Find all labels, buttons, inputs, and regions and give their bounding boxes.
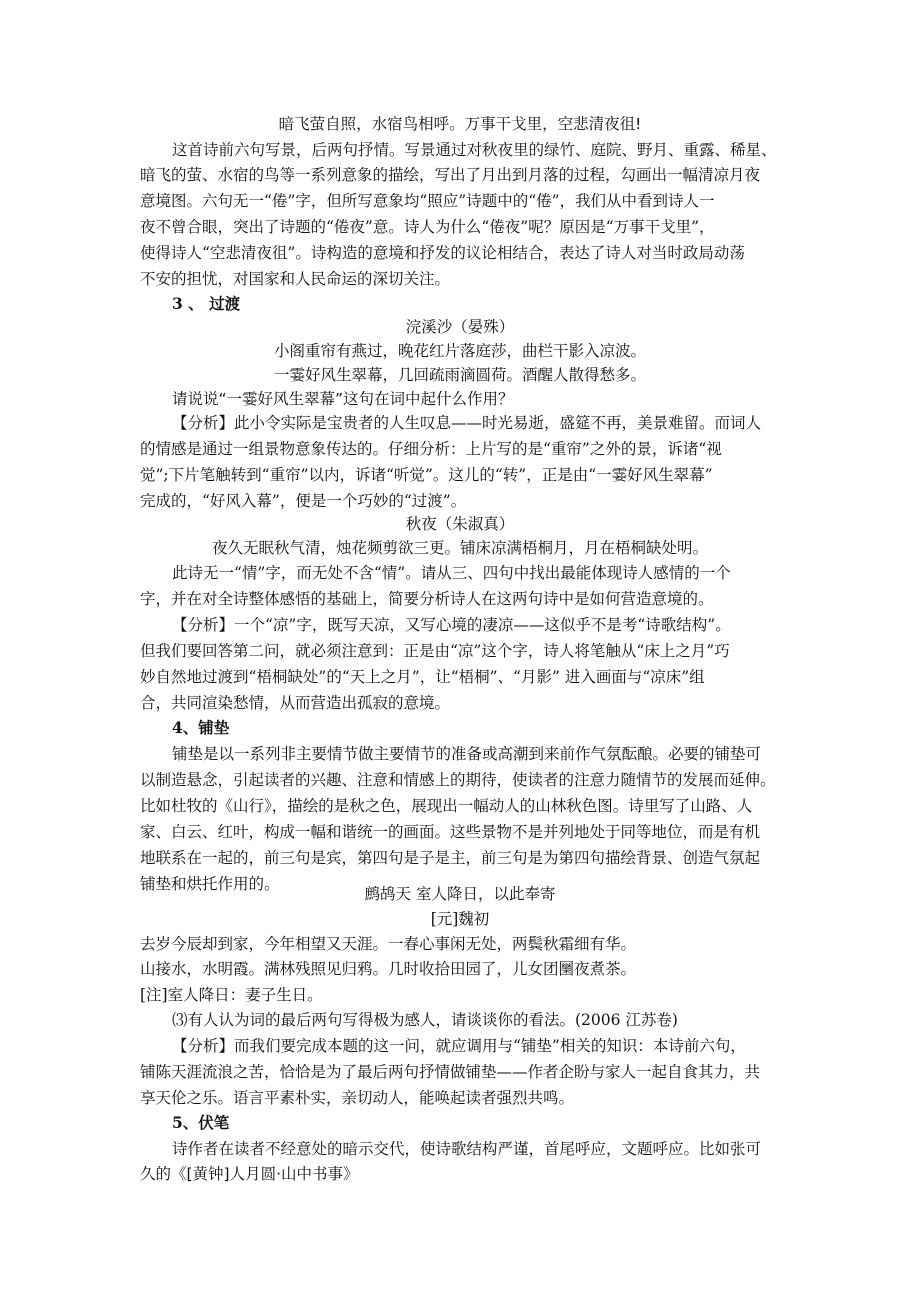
analysis-line: 觉”;下片笔触转到“重帘”以内，诉诸“听觉”。这儿的“转”，正是由“一霎好风生翠幕”: [140, 466, 713, 484]
poem-title: 秋夜（朱淑真）: [405, 515, 515, 533]
paragraph-line: 不安的担忧，对国家和人民命运的深切关注。: [140, 270, 451, 288]
poem-line: 一霎好风生翠幕，几回疏雨滴圆荷。酒醒人散得愁多。: [273, 366, 646, 384]
paragraph-line: 久的《[黄钟]人月圆·山中书事》: [140, 1165, 359, 1183]
paragraph-line: 比如杜牧的《山行》，描绘的是秋之色，展现出一幅动人的山林秋色图。诗里写了山路、人: [140, 797, 753, 815]
poem-line: 去岁今辰却到家，今年相望又天涯。一春心事闲无处，两鬓秋霜细有华。: [140, 935, 637, 953]
poem-title: 鹧鸪天 室人降日，以此奉寄: [364, 885, 556, 903]
question-line: ⑶有人认为词的最后两句写得极为感人，请谈谈你的看法。(2006 江苏卷): [172, 1011, 678, 1029]
poem-line: 小阁重帘有燕过，晚花红片落庭莎，曲栏干影入凉波。: [273, 342, 646, 360]
analysis-line: 但我们要回答第二问，就必须注意到：正是由“凉”这个字，诗人将笔触从“床上之月”巧: [140, 642, 730, 660]
paragraph-line: 使得诗人“空悲清夜徂”。诗构造的意境和抒发的议论相结合，表达了诗人对当时政局动荡: [140, 244, 745, 262]
paragraph-line: 暗飞的萤、水宿的鸟等一系列意象的描绘，写出了月出到月落的过程，勾画出一幅清凉月夜: [140, 166, 761, 184]
paragraph-line: 铺垫是以一系列非主要情节做主要情节的准备或高潮到来前作气氛酝酿。必要的铺垫可: [172, 745, 762, 763]
analysis-line: 【分析】一个“凉”字，既写天凉，又写心境的凄凉——这似乎不是考“诗歌结构”。: [172, 616, 731, 634]
analysis-line: 完成的，“好风入幕”，便是一个巧妙的“过渡”。: [140, 492, 467, 510]
poem-author: [元]魏初: [430, 910, 490, 928]
poem-line: 山接水，水明霞。满林残照见归鸦。几时收拾田园了，儿女团圞夜煮茶。: [140, 960, 637, 978]
paragraph-line: 地联系在一起的，前三句是宾，第四句是子是主，前三句是为第四句描绘背景、创造气氛起: [140, 849, 761, 867]
analysis-line: 的情感是通过一组景物意象传达的。仔细分析：上片写的是“重帘”之外的景，诉诸“视: [140, 440, 722, 458]
paragraph-line: 这首诗前六句写景，后两句抒情。写景通过对秋夜里的绿竹、庭院、野月、重露、稀星、: [172, 141, 777, 159]
section-heading: 5、伏笔: [172, 1113, 230, 1132]
analysis-line: 铺陈天涯流浪之苦，恰恰是为了最后两句抒情做铺垫——作者企盼与家人一起自食其力，共: [140, 1063, 761, 1081]
poem-line: 暗飞萤自照，水宿鸟相呼。万事干戈里，空悲清夜徂!: [278, 115, 642, 133]
poem-title: 浣溪沙（晏殊）: [405, 318, 515, 336]
section-heading: 3 、 过渡: [172, 294, 241, 313]
paragraph-line: 诗作者在读者不经意处的暗示交代，使诗歌结构严谨，首尾呼应，文题呼应。比如张可: [172, 1140, 762, 1158]
section-heading: 4、铺垫: [172, 718, 230, 737]
analysis-line: 享天伦之乐。语言平素朴实，亲切动人，能唤起读者强烈共鸣。: [140, 1089, 575, 1107]
analysis-line: 【分析】而我们要完成本题的这一问，就应调用与“铺垫”相关的知识：本诗前六句，: [172, 1037, 746, 1055]
note-line: [注]室人降日：妻子生日。: [140, 986, 323, 1004]
question-line: 请说说“一霎好风生翠幕”这句在词中起什么作用？: [172, 390, 514, 408]
question-line: 此诗无一“情”字，而无处不含“情”。请从三、四句中找出最能体现诗人感情的一个: [172, 564, 731, 582]
paragraph-line: 铺垫和烘托作用的。: [140, 875, 280, 893]
analysis-line: 【分析】此小令实际是宝贵者的人生叹息——时光易逝，盛筵不再，美景难留。而词人: [172, 414, 762, 432]
paragraph-line: 家、白云、红叶，构成一幅和谐统一的画面。这些景物不是并列地处于同等地位，而是有机: [140, 823, 761, 841]
paragraph-line: 以制造悬念，引起读者的兴趣、注意和情感上的期待，使读者的注意力随情节的发展而延伸。: [140, 771, 776, 789]
question-line: 字，并在对全诗整体感悟的基础上，简要分析诗人在这两句诗中是如何营造意境的。: [140, 590, 714, 608]
paragraph-line: 夜不曾合眼，突出了诗题的“倦夜”意。诗人为什么“倦夜”呢？原因是“万事干戈里”，: [140, 218, 715, 236]
analysis-line: 合，共同渲染愁情，从而营造出孤寂的意境。: [140, 694, 451, 712]
poem-line: 夜久无眠秋气清，烛花频剪欲三更。铺床凉满梧桐月，月在梧桐缺处明。: [211, 539, 708, 557]
analysis-line: 妙自然地过渡到“梧桐缺处”的“天上之月”，让“梧桐”、“月影” 进入画面与“凉床”组: [140, 668, 705, 686]
paragraph-line: 意境图。六句无一“倦”字，但所写意象均“照应”诗题中的“倦”，我们从中看到诗人一: [140, 192, 715, 210]
